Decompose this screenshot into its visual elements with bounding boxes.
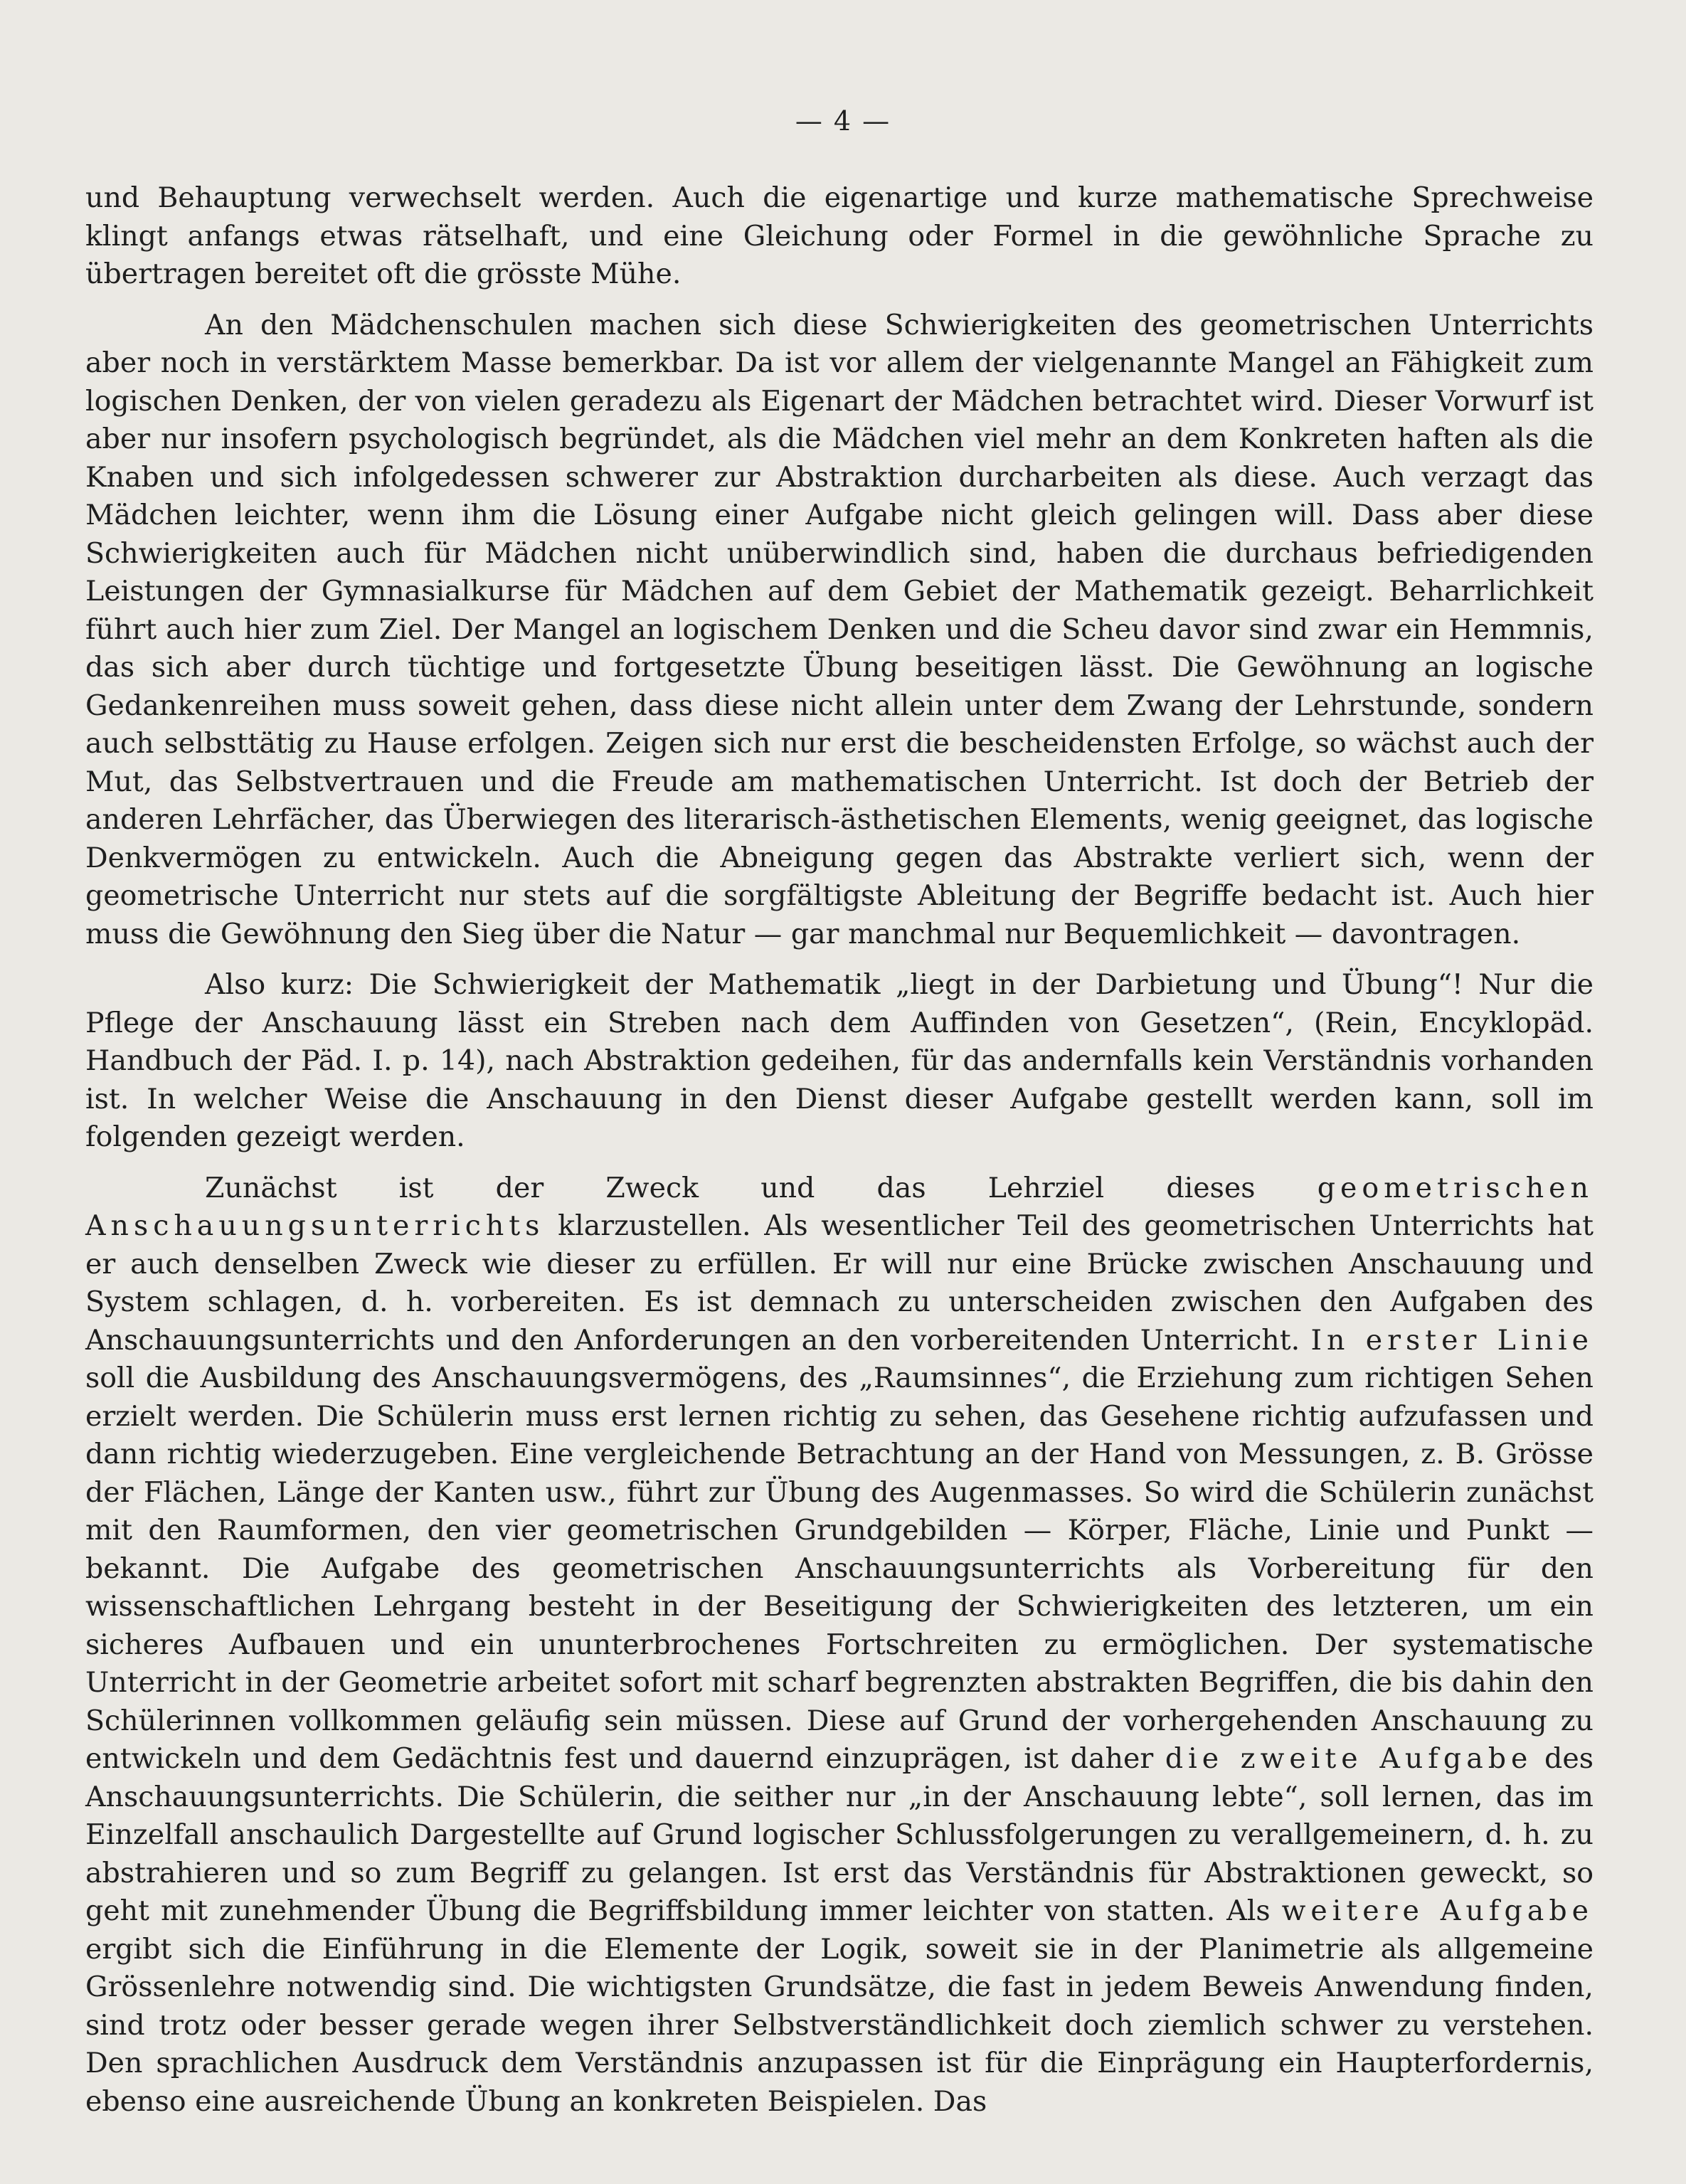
text-segment: An den Mädchenschulen machen sich diese Schwierigkeiten des geometrischen Unterrichts aber noch in verstärktem Masse bemerkbar. Da ist vor allem der vielgenannte Mangel an Fähigkeit zum logischen Denken, der von vielen geradezu als Eigenart der Mädchen betrachtet wird. Dieser Vorwurf ist aber nur insofern psychologisch begründet, als die Mädchen viel mehr an dem Konkreten haften als die Knaben und sich infolgedessen schwerer zur Abstraktion durcharbeiten als diese. Auch verzagt das Mädchen leichter, wenn ihm die Lösung einer Aufgabe nicht gleich gelingen will. Dass aber diese Schwierigkeiten auch für Mädchen nicht unüberwindlich sind, haben die durchaus befriedigenden Leistungen der Gymnasialkurse für Mädchen auf dem Gebiet der Mathematik gezeigt. Beharrlichkeit führt auch hier zum Ziel. Der Mangel an logischem Denken und die Scheu davor sind zwar ein Hemmnis, das sich aber durch tüchtige und fortgesetzte Übung beseitigen lässt. Die Gewöhnung an logische Gedankenreihen muss soweit gehen, dass diese nicht allein unter dem Zwang der Lehrstunde, sondern auch selbsttätig zu Hause erfolgen. Zeigen sich nur erst die bescheidensten Erfolge, so wächst auch der Mut, das Selbstvertrauen und die Freude am mathematischen Unterricht. Ist doch der Betrieb der anderen Lehrfächer, das Überwiegen des literarisch-ästhetischen Elements, wenig geeignet, das logische Denkvermögen zu entwickeln. Auch die Abneigung gegen das Abstrakte verliert sich, wenn der geometrische Unterricht nur stets auf die sorgfältigste Ableitung der Begriffe bedacht ist. Auch hier muss die Gewöhnung den Sieg über die Natur — gar manchmal nur Bequemlichkeit — davontragen. bbox=[85, 308, 1594, 950]
body-text bbox=[85, 179, 1594, 2121]
text-segment: klarzustellen. Als wesentlicher Teil des geometrischen Unterrichts hat er auch denselben Zweck wie dieser zu erfüllen. Er will nur eine Brücke zwischen Anschauung und System schlagen, d. h. vorbereiten. Es ist demnach zu unterscheiden zwischen den Aufgaben des Anschauungsunterrichts und den Anforderungen an den vorbereitenden Unterricht. bbox=[85, 1209, 1594, 1357]
text-segment: ergibt sich die Einführung in die Elemente der Logik, soweit sie in der Planimetrie als allgemeine Grössenlehre notwendig sind. Die wichtigsten Grundsätze, die fast in jedem Beweis Anwendung finden, sind trotz oder besser gerade wegen ihrer Selbstverständlichkeit doch ziemlich schwer zu verstehen. Den sprachlichen Ausdruck dem Verständnis anzupassen ist für die Einprägung ein Haupterfordernis, ebenso eine ausreichende Übung an konkreten Beispielen. Das bbox=[85, 1932, 1594, 2118]
paragraph-zweck-lehrziel bbox=[85, 1170, 1594, 2121]
emphasis-spaced: die zweite Aufgabe bbox=[1165, 1742, 1533, 1775]
text-segment: Zunächst ist der Zweck und das Lehrziel dieses bbox=[205, 1171, 1317, 1204]
page-number: — 4 — bbox=[795, 105, 891, 137]
text-segment: Also kurz: Die Schwierigkeit der Mathematik „liegt in der Darbietung und Übung“! Nur die Pflege der Anschauung lässt ein Streben nach dem Auffinden von Gesetzen“, (Rein, Encyklopäd. Handbuch der Päd. I. p. 14), nach Abstraktion gedeihen, für das andernfalls kein Verständnis vorhanden ist. In welcher Weise die Anschauung in den Dienst dieser Aufgabe gestellt werden kann, soll im folgenden gezeigt werden. bbox=[85, 968, 1594, 1153]
text-segment: soll die Ausbildung des Anschauungsvermögens, des „Raumsinnes“, die Erziehung zum richtigen Sehen erzielt werden. Die Schülerin muss erst lernen richtig zu sehen, das Gesehene richtig aufzufassen und dann richtig wiederzugeben. Eine vergleichende Betrachtung an der Hand von Messungen, z. B. Grösse der Flächen, Länge der Kanten usw., führt zur Übung des Augenmasses. So wird die Schülerin zunächst mit den Raumformen, den vier geometrischen Grundgebilden — Körper, Fläche, Linie und Punkt — bekannt. Die Aufgabe des geometrischen Anschauungsunterrichts als Vorbereitung für den wissenschaftlichen Lehrgang besteht in der Beseitigung der Schwierigkeiten des letzteren, um ein sicheres Aufbauen und ein ununterbrochenes Fortschreiten zu ermöglichen. Der systematische Unterricht in der Geometrie arbeitet sofort mit scharf begrenzten abstrakten Begriffen, die bis dahin den Schülerinnen vollkommen geläufig sein müssen. Diese auf Grund der vorhergehenden Anschauung zu entwickeln und dem Gedächtnis fest und dauernd einzuprägen, ist daher bbox=[85, 1362, 1594, 1775]
emphasis-spaced: geometrischen Anschauungsunterrichts bbox=[85, 1171, 1594, 1242]
text-segment: und Behauptung verwechselt werden. Auch die eigenartige und kurze mathematische Sprechweise klingt anfangs etwas rätselhaft, und eine Gleichung oder Formel in die gewöhnliche Sprache zu übertragen bereitet oft die grösste Mühe. bbox=[85, 181, 1594, 290]
emphasis-spaced: In erster Linie bbox=[1310, 1323, 1594, 1357]
text-segment: des Anschauungsunterrichts. Die Schülerin, die seither nur „in der Anschauung lebte“, soll lernen, das im Einzelfall anschaulich Dargestellte auf Grund logischer Schlussfolgerungen zu verallgemeinern, d. h. zu abstrahieren und so zum Begriff zu gelangen. Ist erst das Verständnis für Abstraktionen geweckt, so geht mit zunehmender Übung die Begriffsbildung immer leichter von statten. Als bbox=[85, 1742, 1594, 1927]
paragraph-maedchenschulen bbox=[85, 307, 1594, 954]
paragraph-continuation bbox=[85, 179, 1594, 294]
emphasis-spaced: weitere Aufgabe bbox=[1281, 1894, 1594, 1927]
paragraph-also-kurz bbox=[85, 966, 1594, 1157]
